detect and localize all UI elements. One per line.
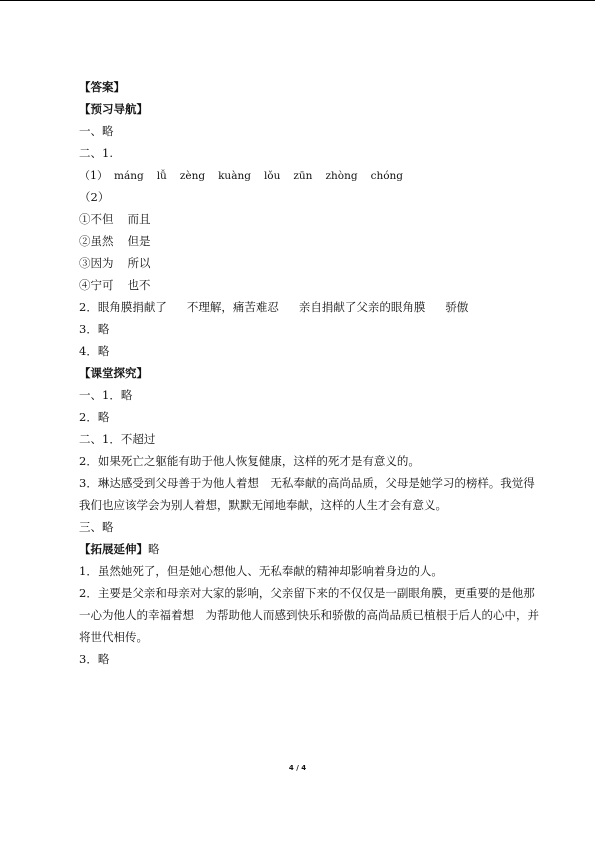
conjunction-pair	[79, 230, 539, 252]
conjunction-first: ④宁可	[79, 278, 114, 292]
answer-segment: 不理解，痛苦难忍	[186, 300, 279, 314]
conjunction-second: 而且	[127, 212, 151, 226]
answer-line: 二、1.	[79, 146, 113, 160]
extension-heading-tail: 略	[148, 542, 160, 556]
answer-paragraph: 3．琳达感受到父母善于为他人着想 无私奉献的高尚品质，父母是她学习的榜样。我觉得我们也应该学会为别人着想，默默无闻地奉献，这样的人生才会有意义。	[79, 476, 535, 512]
answer-segment: 2．眼角膜捐献了	[79, 300, 167, 314]
extension-heading: 【拓展延伸】	[79, 542, 148, 556]
pinyin-item: zūn	[293, 170, 313, 182]
conjunction-second: 所以	[127, 256, 151, 270]
conjunction-first: ①不但	[79, 212, 114, 226]
conjunction-second: 也不	[127, 278, 151, 292]
answer-line: 一、略	[79, 124, 114, 138]
pinyin-label: （1）	[79, 169, 108, 182]
answer-line: 二、1．不超过	[79, 432, 156, 446]
conjunction-pair	[79, 274, 539, 296]
answer-heading: 【答案】	[79, 80, 125, 94]
conjunction-pair	[79, 208, 539, 230]
answer-line: 3．略	[79, 322, 110, 336]
answer-line: （2）	[79, 190, 110, 204]
class-heading: 【课堂探究】	[79, 366, 148, 380]
answer-line: 3．略	[79, 652, 110, 666]
extension-heading-line	[79, 538, 539, 560]
pinyin-item: kuàng	[218, 170, 251, 182]
answer-line: 1．虽然她死了，但是她心想他人、无私奉献的精神却影响着身边的人。	[79, 564, 443, 578]
pinyin-item: máng	[114, 170, 144, 182]
answer-line: 一、1．略	[79, 388, 133, 402]
answer-line: 2．如果死亡之躯能有助于他人恢复健康，这样的死才是有意义的。	[79, 454, 420, 468]
pinyin-line	[79, 164, 539, 186]
pinyin-item: zèng	[179, 170, 206, 182]
top-border-line	[0, 0, 595, 1]
preview-heading: 【预习导航】	[79, 102, 148, 116]
conjunction-second: 但是	[127, 234, 151, 248]
answer-line	[79, 296, 539, 318]
answer-paragraph: 2．主要是父亲和母亲对大家的影响，父亲留下来的不仅仅是一副眼角膜，更重要的是他那一心为他人的幸福着想 为帮助他人而感到快乐和骄傲的高尚品质已植根于后人的心中，并将世代相传。	[79, 586, 539, 644]
page-number: 4 / 4	[288, 764, 307, 772]
conjunction-pair	[79, 252, 539, 274]
answer-line: 三、略	[79, 520, 114, 534]
conjunction-first: ③因为	[79, 256, 114, 270]
answer-line: 2．略	[79, 410, 110, 424]
answer-segment: 骄傲	[445, 300, 469, 314]
answer-line: 4．略	[79, 344, 110, 358]
pinyin-item: lǒu	[263, 170, 281, 182]
answer-segment: 亲自捐献了父亲的眼角膜	[298, 300, 426, 314]
pinyin-item: zhòng	[325, 170, 358, 182]
conjunction-first: ②虽然	[79, 234, 114, 248]
answer-document	[79, 76, 539, 670]
pinyin-item: lǚ	[156, 170, 167, 182]
pinyin-item: chóng	[370, 170, 404, 182]
